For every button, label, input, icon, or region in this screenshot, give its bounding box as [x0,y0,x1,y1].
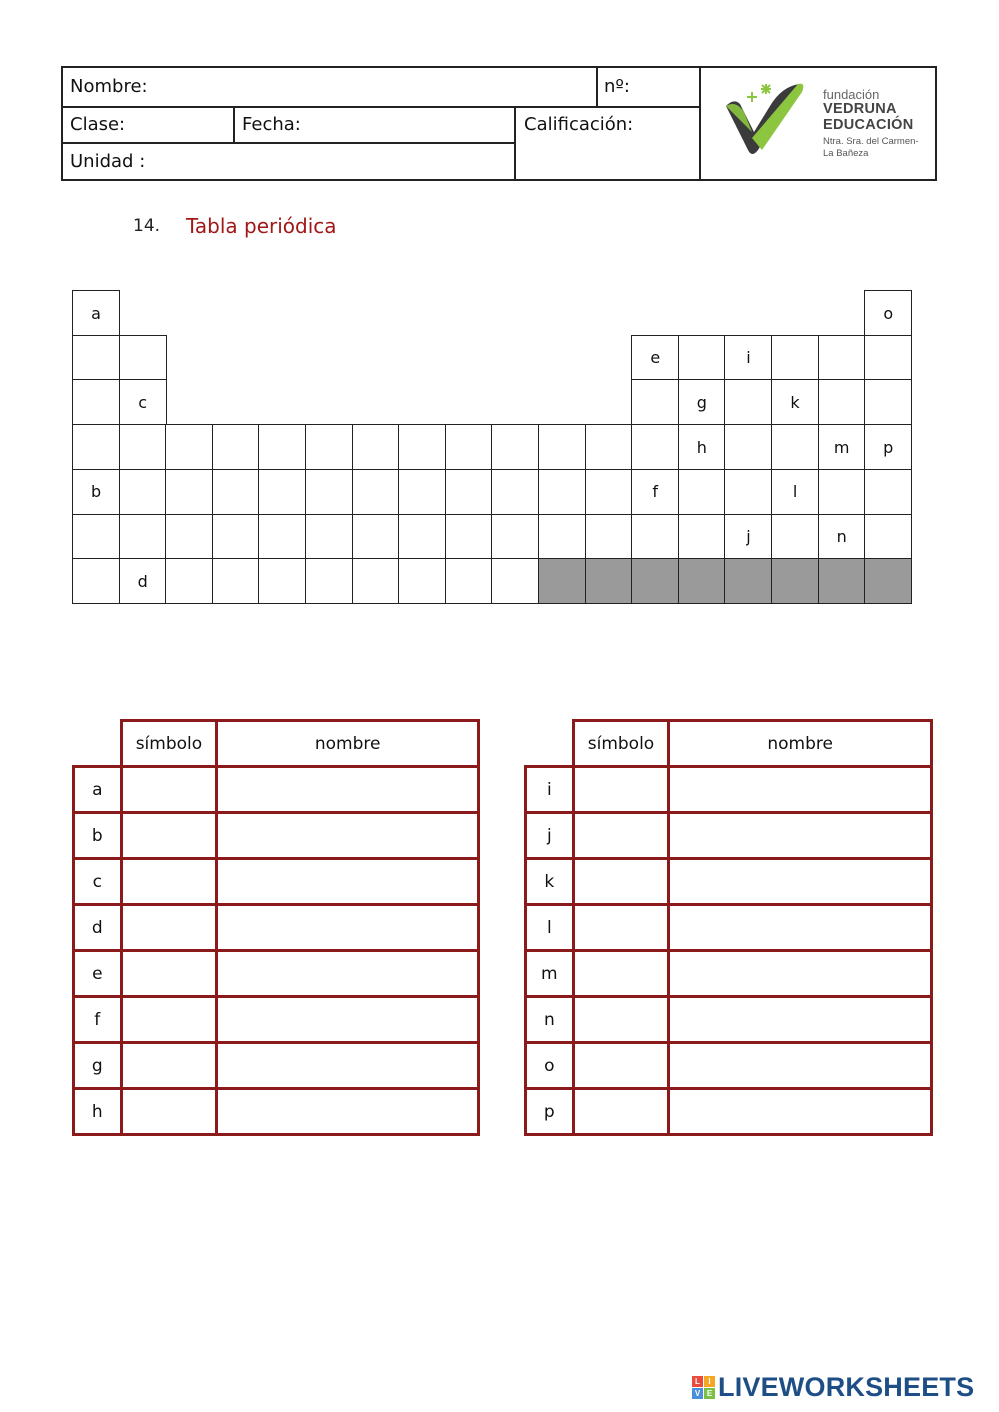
empty-cell [72,424,120,470]
empty-cell [724,424,772,470]
element-cell-i [724,335,772,381]
row-letter: f [74,997,122,1043]
fecha-label: Fecha: [242,114,301,135]
table-header-row [74,721,479,767]
element-label-e: e [650,348,661,368]
shaded-cell [585,558,633,604]
name-answer-cell[interactable] [669,1043,932,1089]
empty-cell [258,424,306,470]
name-answer-cell[interactable] [217,767,479,813]
symbol-answer-cell[interactable] [573,859,669,905]
empty-cell [398,558,446,604]
brand-blocks-icon: L I V E [692,1376,715,1399]
element-cell-o [864,290,912,336]
element-label-m: m [833,437,850,457]
empty-cell [445,558,493,604]
element-label-b: b [90,482,102,502]
empty-cell [585,469,633,515]
symbol-answer-cell[interactable] [573,767,669,813]
table-row [74,997,479,1043]
empty-cell [258,469,306,515]
element-label-o: o [883,303,894,323]
calificacion-label: Calificación: [524,114,634,135]
empty-cell [445,514,493,560]
empty-cell [864,514,912,560]
name-answer-cell[interactable] [669,951,932,997]
symbol-answer-cell[interactable] [121,1089,217,1135]
symbol-answer-cell[interactable] [121,997,217,1043]
element-cell-m [818,424,866,470]
table-row [526,813,932,859]
empty-cell [305,424,353,470]
table-row [74,951,479,997]
row-letter: n [526,997,574,1043]
element-label-d: d [137,571,148,591]
empty-cell [538,514,586,560]
empty-cell [352,469,400,515]
table-row [526,767,932,813]
element-label-k: k [790,392,800,412]
symbol-answer-cell[interactable] [573,951,669,997]
empty-cell [72,335,120,381]
table-row [526,951,932,997]
name-answer-cell[interactable] [669,1089,932,1135]
table-row [74,767,479,813]
empty-cell [72,379,120,425]
element-cell-b [72,469,120,515]
row-letter: g [74,1043,122,1089]
symbol-answer-cell[interactable] [121,1043,217,1089]
symbol-answer-cell[interactable] [121,905,217,951]
empty-cell [398,469,446,515]
empty-cell [305,469,353,515]
empty-cell [305,558,353,604]
shaded-cell [818,558,866,604]
element-label-l: l [792,482,798,502]
logo-line-3: EDUCACIÓN [823,117,914,134]
empty-cell [585,424,633,470]
empty-cell [771,424,819,470]
name-header: nombre [669,721,932,767]
element-cell-a [72,290,120,336]
table-row [74,1043,479,1089]
answer-table-right [524,719,933,1136]
element-cell-e [631,335,679,381]
exercise-title: Tabla periódica [186,214,337,238]
table-row [74,813,479,859]
empty-cell [678,469,726,515]
symbol-answer-cell[interactable] [121,767,217,813]
row-letter: c [74,859,122,905]
name-answer-cell[interactable] [669,997,932,1043]
element-cell-j [724,514,772,560]
empty-cell [119,424,167,470]
empty-cell [864,335,912,381]
element-cell-h [678,424,726,470]
row-letter: l [526,905,574,951]
header-blank-cell [74,721,122,767]
row-letter: m [526,951,574,997]
name-answer-cell[interactable] [217,951,479,997]
shaded-cell [724,558,772,604]
row-letter: a [74,767,122,813]
empty-cell [258,514,306,560]
table-row [526,905,932,951]
symbol-answer-cell[interactable] [573,813,669,859]
shaded-cell [678,558,726,604]
empty-cell [631,379,679,425]
symbol-answer-cell[interactable] [121,951,217,997]
empty-cell [771,514,819,560]
empty-cell [212,514,260,560]
shaded-cell [771,558,819,604]
row-letter: p [526,1089,574,1135]
name-answer-cell[interactable] [669,859,932,905]
numero-label: nº: [604,76,630,97]
symbol-header: símbolo [121,721,217,767]
logo-line-1: fundación [823,87,880,102]
empty-cell [72,514,120,560]
shaded-cell [631,558,679,604]
logo-line-5: La Bañeza [823,147,869,159]
empty-cell [585,514,633,560]
table-header-row [526,721,932,767]
empty-cell [678,335,726,381]
symbol-answer-cell[interactable] [573,905,669,951]
row-letter: b [74,813,122,859]
element-cell-n [818,514,866,560]
empty-cell [724,469,772,515]
table-row [526,1089,932,1135]
element-label-c: c [138,392,148,412]
shaded-cell [538,558,586,604]
empty-cell [352,424,400,470]
name-answer-cell[interactable] [217,905,479,951]
symbol-answer-cell[interactable] [121,859,217,905]
empty-cell [212,424,260,470]
element-label-a: a [91,303,101,323]
element-cell-c [119,379,167,425]
symbol-answer-cell[interactable] [573,1043,669,1089]
name-header: nombre [217,721,479,767]
empty-cell [538,424,586,470]
table-row [526,1043,932,1089]
table-row [74,905,479,951]
row-letter: h [74,1089,122,1135]
empty-cell [165,558,213,604]
empty-cell [165,424,213,470]
table-row [526,997,932,1043]
empty-cell [818,335,866,381]
nombre-label: Nombre: [70,76,148,97]
row-letter: j [526,813,574,859]
symbol-answer-cell[interactable] [573,997,669,1043]
header-blank-cell [526,721,574,767]
element-label-h: h [696,437,707,457]
logo-line-4: Ntra. Sra. del Carmen- [823,136,919,148]
table-row [74,1089,479,1135]
name-answer-cell[interactable] [669,767,932,813]
element-cell-p [864,424,912,470]
empty-cell [398,514,446,560]
empty-cell [631,514,679,560]
empty-cell [119,469,167,515]
name-answer-cell[interactable] [217,997,479,1043]
empty-cell [352,514,400,560]
shaded-cell [864,558,912,604]
empty-cell [119,335,167,381]
empty-cell [352,558,400,604]
empty-cell [445,424,493,470]
empty-cell [165,469,213,515]
name-answer-cell[interactable] [669,905,932,951]
empty-cell [491,469,539,515]
row-letter: d [74,905,122,951]
empty-cell [864,379,912,425]
row-letter: i [526,767,574,813]
answer-table-left [72,719,480,1136]
empty-cell [165,514,213,560]
empty-cell [538,469,586,515]
symbol-answer-cell[interactable] [573,1089,669,1135]
element-cell-d [119,558,167,604]
logo-line-2: VEDRUNA [823,101,897,118]
empty-cell [818,379,866,425]
table-row [526,859,932,905]
empty-cell [119,514,167,560]
empty-cell [491,558,539,604]
row-letter: e [74,951,122,997]
empty-cell [305,514,353,560]
empty-cell [212,469,260,515]
row-letter: k [526,859,574,905]
table-row [74,859,479,905]
clase-label: Clase: [70,114,126,135]
brand-text: LIVEWORKSHEETS [718,1371,975,1402]
element-cell-f [631,469,679,515]
element-label-i: i [746,348,751,368]
element-label-p: p [883,437,894,457]
empty-cell [212,558,260,604]
element-label-f: f [652,482,659,502]
element-label-n: n [836,527,847,547]
logo-text [823,88,919,159]
empty-cell [445,469,493,515]
name-answer-cell[interactable] [217,813,479,859]
empty-cell [491,514,539,560]
element-label-j: j [746,527,751,547]
empty-cell [491,424,539,470]
empty-cell [398,424,446,470]
element-label-g: g [696,392,707,412]
name-answer-cell[interactable] [217,1089,479,1135]
empty-cell [72,558,120,604]
empty-cell [724,379,772,425]
symbol-answer-cell[interactable] [121,813,217,859]
name-answer-cell[interactable] [669,813,932,859]
symbol-header: símbolo [573,721,669,767]
name-answer-cell[interactable] [217,859,479,905]
empty-cell [631,424,679,470]
empty-cell [258,558,306,604]
exercise-number: 14. [133,216,161,236]
element-cell-g [678,379,726,425]
element-cell-k [771,379,819,425]
empty-cell [818,469,866,515]
element-cell-l [771,469,819,515]
empty-cell [678,514,726,560]
liveworksheets-brand [692,1372,974,1402]
empty-cell [771,335,819,381]
row-letter: o [526,1043,574,1089]
empty-cell [864,469,912,515]
unidad-label: Unidad : [70,151,146,172]
name-answer-cell[interactable] [217,1043,479,1089]
